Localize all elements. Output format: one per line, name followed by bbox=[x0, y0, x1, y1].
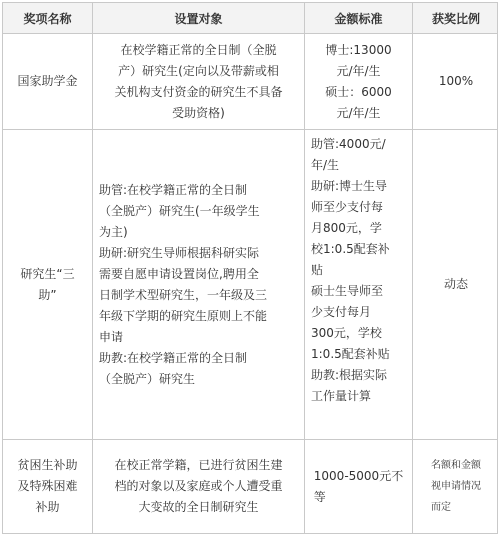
award-target-text: 在校正常学籍，已进行贫困生建 档的对象以及家庭或个人遭受重 大变故的全日制研究生 bbox=[114, 458, 283, 514]
award-target-text: 在校学籍正常的全日制（全脱 产）研究生(定向以及带薪或相 关机构支付资金的研究生不具备 受助资格) bbox=[114, 42, 283, 120]
award-name-text: 研究生“三 助” bbox=[20, 266, 75, 302]
award-amount-text: 1000-5000元不 等 bbox=[313, 468, 404, 504]
award-ratio bbox=[413, 440, 499, 533]
award-name bbox=[3, 130, 93, 439]
table-row bbox=[3, 33, 497, 129]
award-name bbox=[3, 440, 93, 533]
award-target bbox=[93, 34, 305, 129]
award-amount bbox=[305, 130, 413, 439]
table-row bbox=[3, 129, 497, 439]
award-amount-text: 助管:4000元/ 年/生 助研:博士生导 师至少支付每 月800元，学 校1:0.5配套补 贴 硕士生导师至 少支付每月 300元，学校 1:0.5配套补贴 助教:根据实际 工作量计算 bbox=[311, 137, 390, 403]
header-award-name: 奖项名称 bbox=[3, 3, 93, 33]
table-row bbox=[3, 439, 497, 533]
scholarship-table bbox=[2, 2, 498, 534]
award-ratio bbox=[413, 34, 499, 129]
header-target: 设置对象 bbox=[93, 3, 305, 33]
award-name bbox=[3, 34, 93, 129]
award-ratio-text: 动态 bbox=[443, 277, 468, 291]
award-amount-text: 博士:13000 元/年/生 硕士：6000 元/年/生 bbox=[325, 42, 392, 120]
award-target bbox=[93, 130, 305, 439]
award-name-text: 国家助学金 bbox=[17, 74, 78, 88]
award-name-text: 贫困生补助 及特殊困难 补助 bbox=[17, 458, 78, 514]
award-ratio-text: 100% bbox=[438, 74, 474, 88]
table-header-row bbox=[3, 3, 497, 33]
award-ratio-text: 名额和金额 视申请情况 而定 bbox=[431, 460, 481, 513]
award-ratio bbox=[413, 130, 499, 439]
header-ratio: 获奖比例 bbox=[431, 11, 480, 26]
award-amount bbox=[305, 440, 413, 533]
award-target-text: 助管:在校学籍正常的全日制 （全脱产）研究生(一年级学生 为主) 助研:研究生导师根据科研实际 需要自愿申请设置岗位,聘用全 日制学术型研究生，一年级及三 年级下学期的研究生原则上不能 申请 助教:在校学籍正常的全日制 （全脱产）研究生 bbox=[99, 182, 268, 386]
award-target bbox=[93, 440, 305, 533]
header-amount: 金额标准 bbox=[305, 3, 413, 33]
award-amount bbox=[305, 34, 413, 129]
